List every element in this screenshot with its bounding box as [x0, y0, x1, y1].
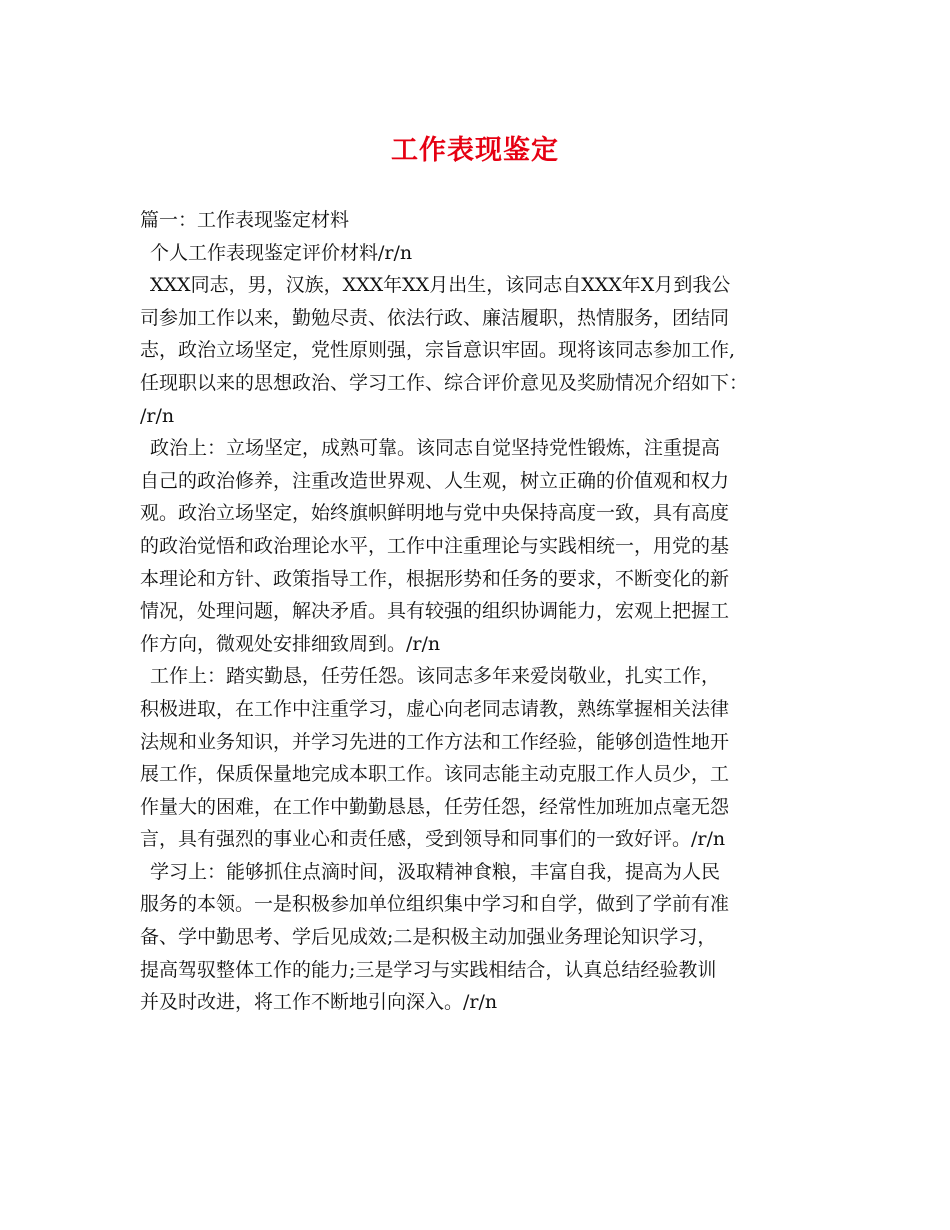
paragraph-line: 言，具有强烈的事业心和责任感，受到领导和同事们的一致好评。/r/n [140, 828, 726, 851]
document-body [140, 204, 815, 1019]
section-heading: 篇一：工作表现鉴定材料 [140, 209, 350, 231]
paragraph-line: 政治上：立场坚定，成熟可靠。该同志自觉坚持党性锻炼，注重提高 [150, 437, 721, 460]
paragraph-line: 本理论和方针、政策指导工作，根据形势和任务的要求，不断变化的新 [140, 567, 730, 590]
paragraph-line: 服务的本领。一是积极参加单位组织集中学习和自学，做到了学前有准 [140, 893, 730, 916]
paragraph-line: 提高驾驭整体工作的能力;三是学习与实践相结合，认真总结经验教训 [140, 958, 717, 981]
paragraph-line: 并及时改进，将工作不断地引向深入。/r/n [140, 991, 498, 1014]
paragraph-line: 积极进取，在工作中注重学习，虚心向老同志请教，熟练掌握相关法律 [140, 697, 730, 720]
document-title: 工作表现鉴定 [391, 135, 559, 166]
paragraph-study [140, 856, 815, 1019]
paragraph-line: 法规和业务知识，并学习先进的工作方法和工作经验，能够创造性地开 [140, 730, 730, 753]
paragraph-line: 司参加工作以来，勤勉尽责、依法行政、廉洁履职，热情服务，团结同 [140, 306, 730, 329]
subheading: 个人工作表现鉴定评价材料/r/n [150, 241, 413, 264]
paragraph-line: 学习上：能够抓住点滴时间，汲取精神食粮，丰富自我，提高为人民 [150, 860, 721, 883]
paragraph-politics [140, 432, 815, 660]
paragraph-line: 观。政治立场坚定，始终旗帜鲜明地与党中央保持高度一致，具有高度 [140, 502, 730, 525]
paragraph-line: 备、学中勤思考、学后见成效;二是积极主动加强业务理论知识学习， [140, 926, 717, 949]
paragraph-line: 任现职以来的思想政治、学习工作、综合评价意见及奖励情况介绍如下： [140, 371, 749, 394]
paragraph-line: 工作上：踏实勤恳，任劳任怨。该同志多年来爱岗敬业，扎实工作， [150, 665, 721, 688]
paragraph-line: XXX同志，男，汉族，XXX年XX月出生，该同志自XXX年X月到我公 [150, 274, 731, 297]
paragraph-line: /r/n [140, 404, 175, 427]
paragraph-line: 展工作，保质保量地完成本职工作。该同志能主动克服工作人员少，工 [140, 763, 730, 786]
paragraph-line: 自己的政治修养，注重改造世界观、人生观，树立正确的价值观和权力 [140, 469, 730, 492]
paragraph-line: 的政治觉悟和政治理论水平，工作中注重理论与实践相统一，用党的基 [140, 534, 730, 557]
paragraph-work [140, 660, 815, 856]
paragraph-intro [140, 269, 815, 432]
paragraph-line: 作量大的困难，在工作中勤勤恳恳，任劳任怨，经常性加班加点毫无怨 [140, 795, 730, 818]
paragraph-line: 情况，处理问题，解决矛盾。具有较强的组织协调能力，宏观上把握工 [140, 600, 730, 623]
paragraph-line: 作方向，微观处安排细致周到。/r/n [140, 632, 441, 655]
paragraph-line: 志，政治立场坚定，党性原则强，宗旨意识牢固。现将该同志参加工作, [140, 339, 736, 362]
